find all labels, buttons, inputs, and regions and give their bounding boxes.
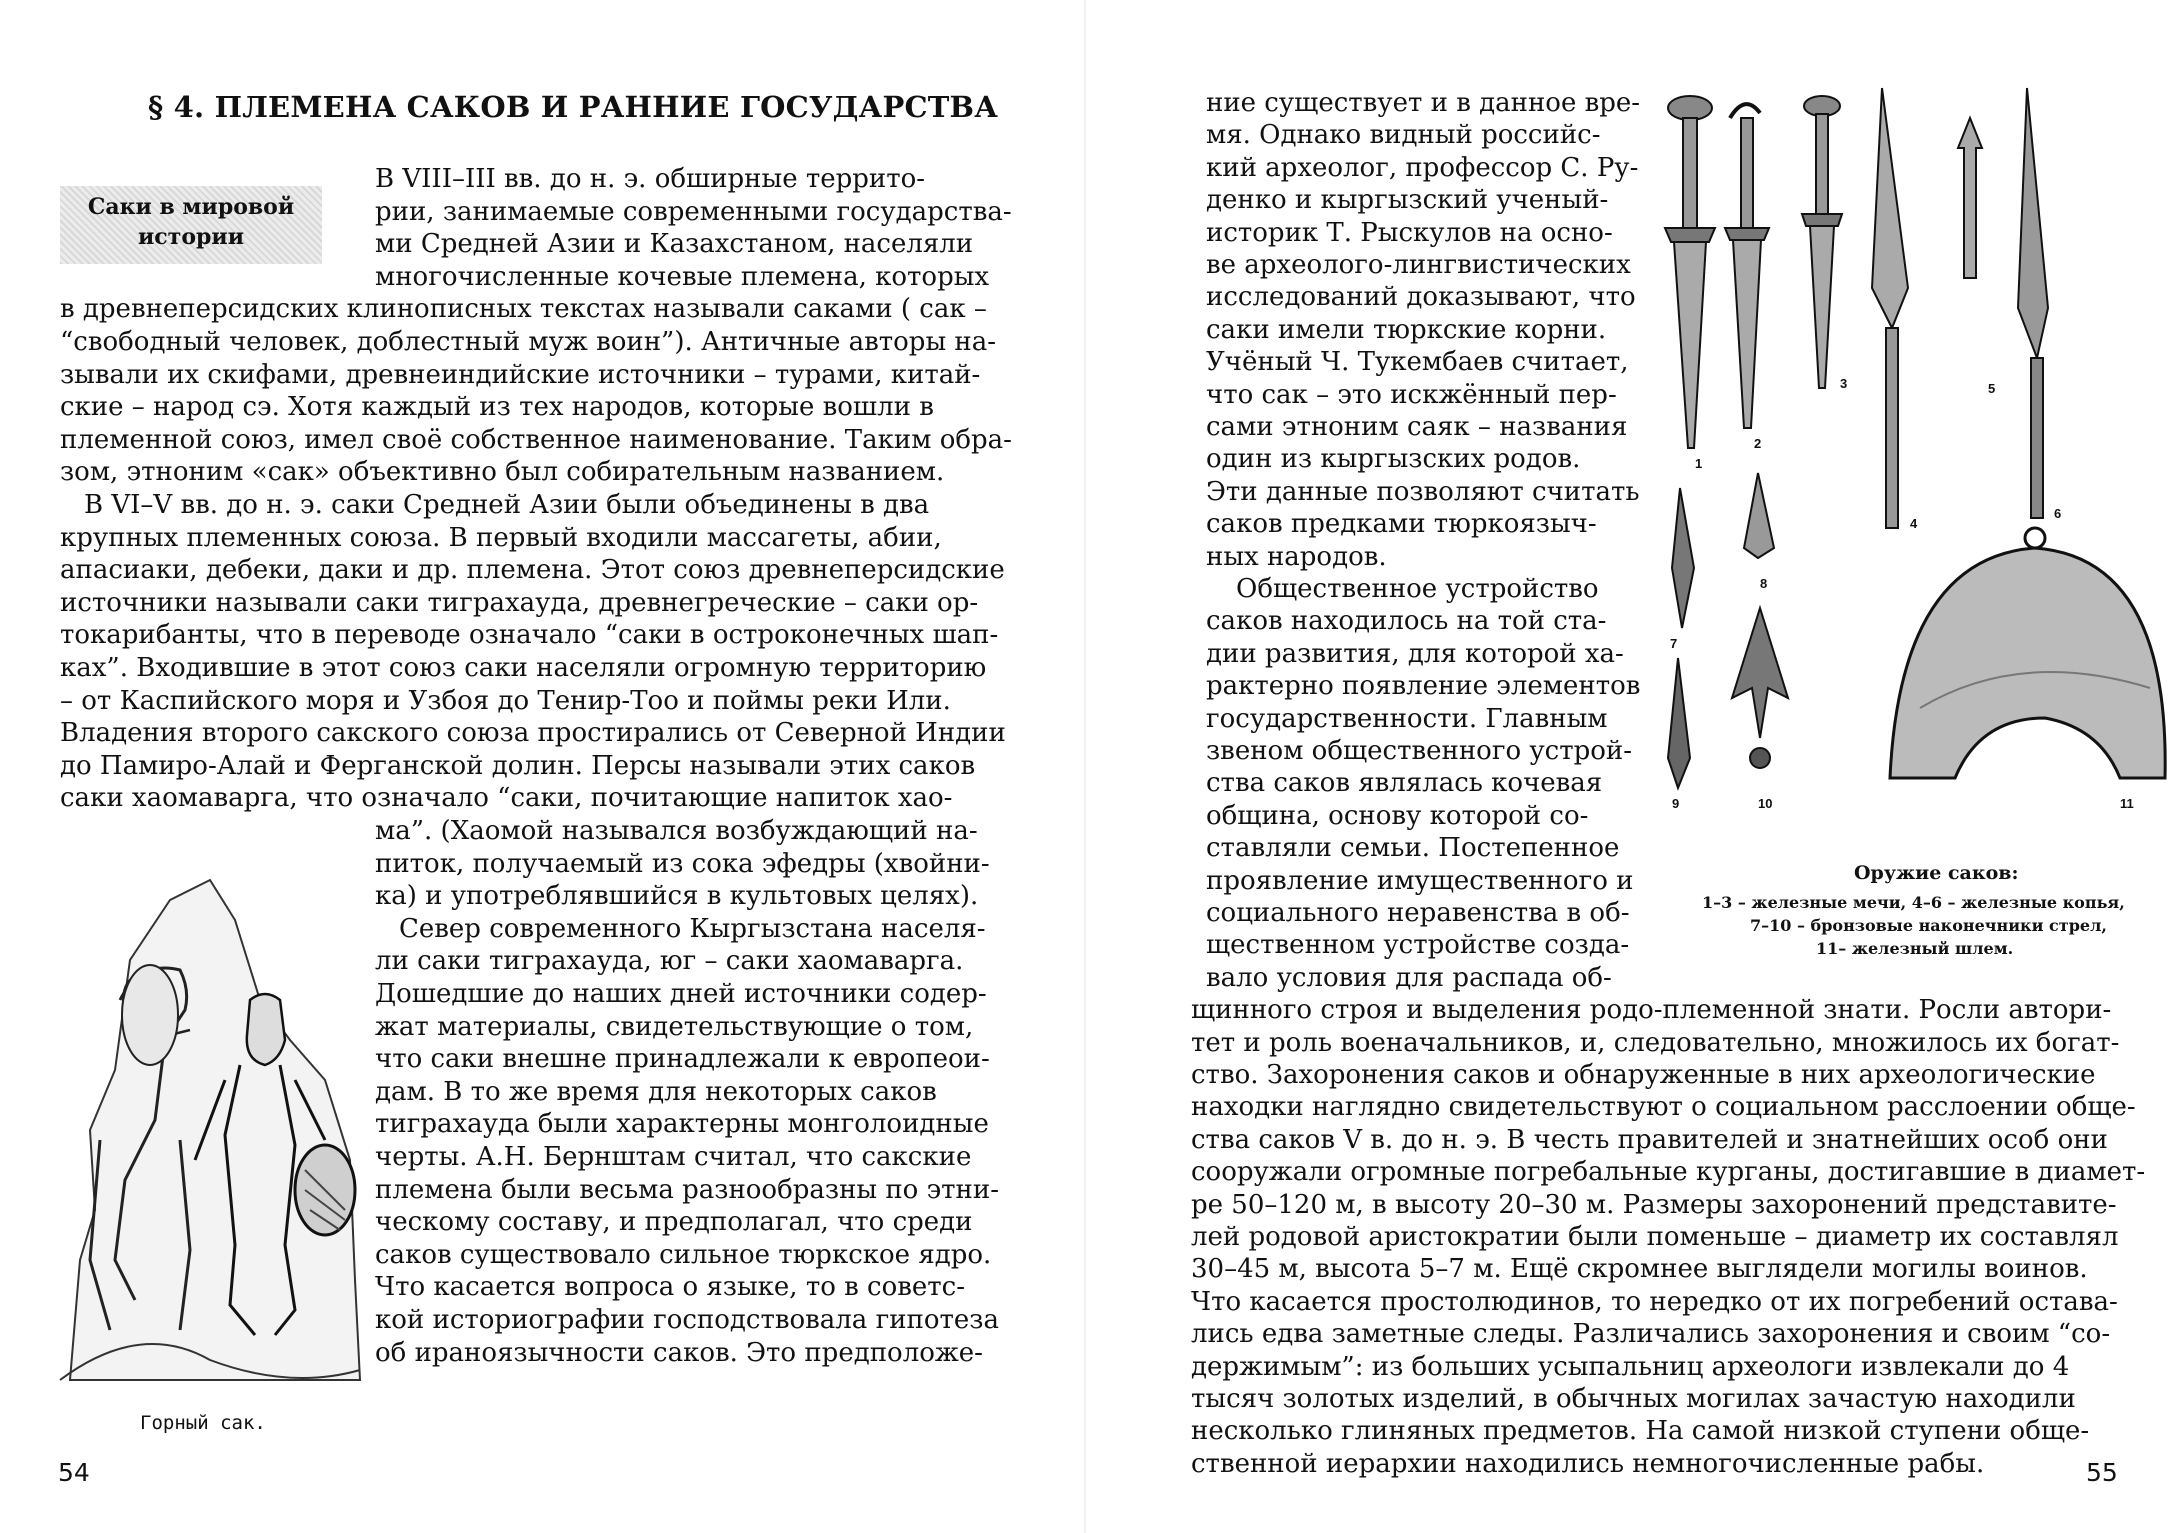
sidebar-label xyxy=(60,186,322,264)
sword-1-icon xyxy=(1665,96,1715,448)
text-line: ма”. (Хаомой назывался возбуждающий на- xyxy=(375,816,978,846)
weapon-number: 3 xyxy=(1840,376,1848,391)
text-line: Что касается вопроса о языке, то в советс- xyxy=(375,1272,965,1303)
text-line: саков находилось на той ста- xyxy=(1206,606,1607,637)
text-line: источники называли саки тиграхауда, древнегреческие – саки ор- xyxy=(60,587,979,618)
weapon-number: 1 xyxy=(1695,456,1703,471)
spear-6-icon xyxy=(2018,88,2048,518)
text-line: жат материалы, свидетельствующие о том, xyxy=(375,1011,974,1042)
weapon-number: 7 xyxy=(1670,636,1678,651)
mountain-saka-illustration xyxy=(60,880,360,1390)
text-line: ках”. Входившие в этот союз саки населяли огромную территорию xyxy=(60,653,987,683)
text-line: саки имели тюркские корни. xyxy=(1206,314,1607,345)
text-line: ственной иерархии находились немногочисленные рабы. xyxy=(1191,1448,1985,1479)
text-line: ми Средней Азии и Казахстаном, населяли xyxy=(375,229,974,260)
weapons-caption-line-3: 11– железный шлем. xyxy=(1816,939,2014,958)
text-line: Дошедшие до наших дней источники содер- xyxy=(375,979,987,1009)
text-line: Учёный Ч. Тукембаев считает, xyxy=(1206,347,1629,378)
weapons-caption-line-1: 1–3 – железные мечи, 4–6 – железные копья, xyxy=(1702,893,2125,912)
weapon-number: 10 xyxy=(1758,796,1773,811)
text-line: находки наглядно свидетельствуют о социальном расслоении обще- xyxy=(1191,1092,2136,1123)
text-line: черты. А.Н. Бернштам считал, что сакские xyxy=(375,1142,972,1172)
text-line: дам. В то же время для некоторых саков xyxy=(375,1076,937,1107)
text-line: ство. Захоронения саков и обнаруженные в них археологические xyxy=(1191,1060,2096,1090)
text-line: кий археолог, профессор С. Ру- xyxy=(1206,152,1639,183)
text-line: В VIII–III вв. до н. э. обширные террито- xyxy=(375,164,926,194)
text-line: 30–45 м, высота 5–7 м. Ещё скромнее выглядели могилы воинов. xyxy=(1191,1254,2088,1285)
text-line: мя. Однако видный российс- xyxy=(1206,120,1601,151)
text-line: племена были весьма разнообразны по этни- xyxy=(375,1174,999,1205)
text-line: тет и роль военачальников, и, следовательно, множилось их богат- xyxy=(1191,1027,2120,1058)
text-line: ных народов. xyxy=(1206,541,1387,572)
text-line: денко и кыргызский ученый- xyxy=(1206,185,1609,216)
text-line: один из кыргызских родов. xyxy=(1206,444,1581,475)
text-line: рии, занимаемые современными государства- xyxy=(375,196,1012,227)
weapon-number: 8 xyxy=(1760,576,1768,591)
text-line: питок, получаемый из сока эфедры (хвойни- xyxy=(375,848,990,879)
text-line: тиграхауда были характерны монголоидные xyxy=(375,1109,989,1140)
text-line: “свободный человек, доблестный муж воин”). Античные авторы на- xyxy=(60,327,997,357)
text-line: саков существовало сильное тюркское ядро. xyxy=(375,1239,992,1270)
spear-5-icon xyxy=(1958,118,1982,278)
text-line: в древнеперсидских клинописных текстах называли саками ( сак – xyxy=(60,294,987,325)
weapon-number: 4 xyxy=(1910,516,1918,531)
text-line: вало условия для распада об- xyxy=(1206,962,1612,993)
text-line: дии развития, для которой ха- xyxy=(1206,638,1624,669)
text-line: ские – народ сэ. Хотя каждый из тех народов, которые вошли в xyxy=(60,392,934,423)
page-title: § 4. ПЛЕМЕНА САКОВ И РАННИЕ ГОСУДАРСТВА xyxy=(148,90,999,124)
page-number: 55 xyxy=(2086,1458,2118,1487)
text-line: что сак – это искжённый пер- xyxy=(1206,379,1617,410)
weapon-number: 6 xyxy=(2054,506,2062,521)
text-line: щинного строя и выделения родо-племенной знати. Росли автори- xyxy=(1191,995,2112,1026)
arrowhead-7-icon xyxy=(1672,488,1694,628)
text-line: рактерно появление элементов xyxy=(1206,671,1641,702)
text-line: что саки внешне принадлежали к европеои- xyxy=(375,1044,990,1075)
text-line: В VI–V вв. до н. э. саки Средней Азии были объединены в два xyxy=(84,490,930,520)
text-line: Общественное устройство xyxy=(1236,574,1599,604)
spear-4-icon xyxy=(1872,88,1908,528)
text-line: зом, этноним «сак» объективно был собирательным названием. xyxy=(60,457,945,488)
text-line: ве археолого-лингвистических xyxy=(1206,250,1631,280)
text-line: до Памиро-Алай и Ферганской долин. Персы называли этих саков xyxy=(60,750,976,781)
text-line: апасиаки, дебеки, даки и др. племена. Этот союз древнеперсидские xyxy=(60,555,1005,586)
text-line: сами этноним саяк – названия xyxy=(1206,412,1628,442)
page-number: 54 xyxy=(58,1458,90,1487)
figure-caption: Горный сак. xyxy=(140,1412,266,1434)
text-line: племенной союз, имел своё собственное наименование. Таким обра- xyxy=(60,424,1012,455)
text-line: несколько глиняных предметов. На самой низкой ступени обще- xyxy=(1191,1416,2090,1447)
text-line: щественном устройстве созда- xyxy=(1206,930,1630,961)
text-line: об ираноязычности саков. Это предположе- xyxy=(375,1337,983,1368)
helmet-11-icon xyxy=(1890,528,2165,778)
text-line: проявление имущественного и xyxy=(1206,865,1634,896)
text-line: Что касается простолюдинов, то нередко от их погребений остава- xyxy=(1191,1286,2118,1317)
text-line: звеном общественного устрой- xyxy=(1206,736,1633,766)
text-line: социального неравенства в об- xyxy=(1206,898,1630,928)
text-line: лись едва заметные следы. Различались захоронения и своим “со- xyxy=(1191,1319,2111,1350)
text-line: саки хаомаварга, что означало “саки, почитающие напиток хао- xyxy=(60,783,953,814)
arrowhead-9-icon xyxy=(1668,658,1690,788)
text-line: Север современного Кыргызстана населя- xyxy=(399,913,986,944)
weapon-number: 2 xyxy=(1754,436,1762,451)
text-line: исследований доказывают, что xyxy=(1206,282,1636,313)
sword-2-icon xyxy=(1725,104,1769,428)
text-line: ства саков V в. до н. э. В честь правителей и знатнейших особ они xyxy=(1191,1124,2108,1155)
text-line: сооружали огромные погребальные курганы, достигавшие в диамет- xyxy=(1191,1157,2146,1188)
text-line: саков предками тюркоязыч- xyxy=(1206,509,1597,540)
weapon-number: 11 xyxy=(2120,796,2134,811)
text-line: Владения второго сакского союза простирались от Северной Индии xyxy=(60,718,1006,749)
text-line: государственности. Главным xyxy=(1206,703,1608,734)
text-line: ли саки тиграхауда, юг – саки хаомаварга. xyxy=(375,946,964,977)
saka-weapons-illustration xyxy=(1650,88,2160,828)
text-line: многочисленные кочевые племена, которых xyxy=(375,261,990,292)
text-line: ре 50–120 м, в высоту 20–30 м. Размеры захоронений представите- xyxy=(1191,1189,2117,1220)
right-page xyxy=(1086,0,2173,1533)
text-line: Эти данные позволяют считать xyxy=(1206,476,1640,507)
text-line: ческому составу, и предполагал, что среди xyxy=(375,1207,973,1238)
left-page xyxy=(0,0,1086,1533)
text-line: лей родовой аристократии были поменьше – диаметр их составлял xyxy=(1191,1222,2119,1252)
sword-3-icon xyxy=(1802,96,1842,388)
arrowhead-8-icon xyxy=(1744,473,1774,558)
weapons-caption-line-2: 7–10 – бронзовые наконечники стрел, xyxy=(1750,916,2107,935)
text-line: токарибанты, что в переводе означало “саки в остроконечных шап- xyxy=(60,620,999,651)
weapon-number: 5 xyxy=(1988,381,1996,396)
text-line: историк Т. Рыскулов на осно- xyxy=(1206,217,1613,248)
text-line: ства саков являлась кочевая xyxy=(1206,768,1603,799)
text-line: кой историографии господствовала гипотеза xyxy=(375,1305,999,1335)
text-line: ка) и употреблявшийся в культовых целях). xyxy=(375,881,979,912)
text-line: крупных племенных союза. В первый входили массагеты, абии, xyxy=(60,522,942,553)
text-line: ставляли семьи. Постепенное xyxy=(1206,833,1620,864)
text-line: община, основу которой со- xyxy=(1206,800,1589,831)
sidebar-label-line-2: истории xyxy=(137,224,245,250)
text-line: – от Каспийского моря и Узбоя до Тенир-Тоо и поймы реки Или. xyxy=(60,685,951,716)
sidebar-label-line-1: Саки в мировой xyxy=(87,194,295,220)
text-line: тысяч золотых изделий, в обычных могилах зачастую находили xyxy=(1191,1384,2076,1414)
text-line: зывали их скифами, древнеиндийские источники – турами, китай- xyxy=(60,359,981,390)
text-line: держимым”: из больших усыпальниц археологи извлекали до 4 xyxy=(1191,1351,2070,1382)
arrowhead-10-icon xyxy=(1732,608,1788,738)
text-line: ние существует и в данное вре- xyxy=(1206,88,1641,118)
weapon-number: 9 xyxy=(1672,796,1680,811)
weapons-caption-title: Оружие саков: xyxy=(1854,862,2019,884)
